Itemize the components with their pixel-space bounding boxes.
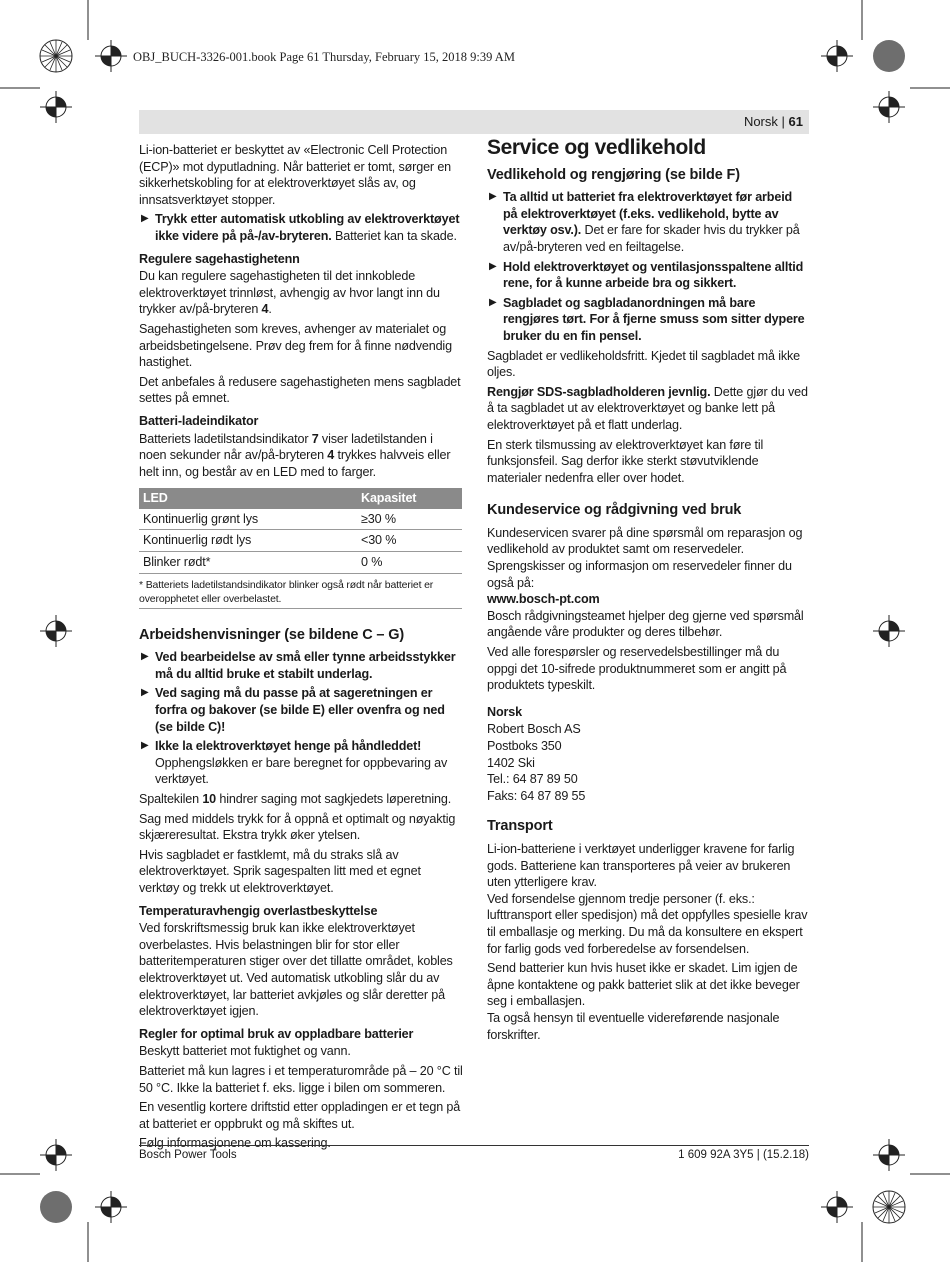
header-language: Norsk: [743, 114, 778, 129]
speed-paragraph: Sagehastigheten som kreves, avhenger av materialet og arbeidsbetingelsene. Prøv deg frem for å finne nødvendig hastighet.: [139, 321, 452, 370]
bullet-item: [139, 211, 463, 244]
table-cell: ≥30 %: [357, 509, 462, 530]
rules-paragraph: En vesentlig kortere driftstid etter oppladingen er et tegn på at batteriet er oppbrukt og må skiftes ut.: [139, 1100, 461, 1131]
speed-paragraph: Det anbefales å redusere sagehastigheten mens sagbladet settes på emnet.: [139, 374, 461, 406]
maintenance-paragraph: Rengjør SDS-sagbladholderen jevnlig. Dette gjør du ved å ta sagbladet ut av elektroverktøyet og banke lett på elektroverktøyet på et flatt underlag.: [487, 384, 808, 432]
right-column: [487, 136, 809, 1046]
triangle-icon: ▶: [141, 651, 149, 663]
triangle-icon: ▶: [141, 213, 149, 225]
table-row: [139, 509, 462, 530]
heading-rules: Regler for optimal bruk av oppladbare batterier: [139, 1026, 414, 1041]
header-bar: [139, 110, 809, 134]
footer-left: Bosch Power Tools: [139, 1149, 237, 1161]
footer-right: 1 609 92A 3Y5 | (15.2.18): [678, 1149, 809, 1161]
triangle-icon: ▶: [141, 740, 149, 752]
address-line: Faks: 64 87 89 55: [487, 788, 586, 803]
heading-work: Arbeidshenvisninger (se bildene C – G): [139, 626, 405, 643]
footer-divider: [139, 1145, 809, 1146]
speed-paragraph: Du kan regulere sagehastigheten til det innkobledе elektroverktøyet trinnløst, avhengig av hvor langt inn du trykker av/på-bryteren 4.: [139, 269, 440, 317]
maintenance-paragraph: Sagbladet er vedlikeholdsfritt. Kjedet til sagbladet må ikke oljes.: [487, 348, 801, 380]
work-paragraph: Sag med middels trykk for å oppnå et optimalt og nøyaktig skjæreresultat. Ekstra trykk øker ytelsen.: [139, 811, 456, 843]
print-header: OBJ_BUCH-3326-001.book Page 61 Thursday, February 15, 2018 9:39 AM: [133, 50, 515, 64]
intro-paragraph: Li-ion-batteriet er beskyttet av «Electronic Cell Protection (ECP)» mot dyputladning. Når batteriet er tomt, sørger en sikkerhetskobling for at elektroverktøyet slås av, og innsatsverktøyet stopper.: [139, 143, 452, 207]
heading-charge: Batteri-ladeindikator: [139, 413, 259, 428]
address-line: 1402 Ski: [487, 755, 535, 770]
address-line: Robert Bosch AS: [487, 722, 581, 737]
table-cell: Kontinuerlig grønt lys: [139, 509, 357, 530]
table-row: [139, 530, 462, 552]
heading-speed: Regulere sagehastighetenn: [139, 251, 300, 266]
rules-paragraph: Følg informasjonene om kassering.: [139, 1136, 331, 1151]
address-line: Tel.: 64 87 89 50: [487, 772, 578, 787]
transport-paragraph: Ta også hensyn til eventuelle videreførende nasjonale forskrifter.: [487, 1010, 780, 1042]
table-footnote: * Batteriets ladetilstandsindikator blinker også rødt når batteriet er overopphetet eller overbelastet.: [139, 578, 462, 609]
temp-paragraph: Ved forskriftsmessig bruk kan ikke elektroverktøyet overbelastes. Hvis belastningen blir for stor eller batteritemperaturen stiger over det tillatte området, kobles elektroverktøyet ut. Ved automatisk utkobling slår du av elektroverktøyet, lar batteriet avkjøles og slår deretter på elektroverktøyet igjen.: [139, 921, 453, 1019]
charge-paragraph: Batteriets ladetilstandsindikator 7 viser ladetilstanden i noen sekunder når av/på-bryteren 4 trykkes halvveis eller helt inn, og består av en LED med to farger.: [139, 431, 451, 479]
bullet-item: ▶ Hold elektroverktøyet og ventilasjonsspaltene alltid rene, for å kunne arbeide bra og sikkert.: [489, 259, 804, 291]
table-cell: <30 %: [357, 530, 462, 552]
bullet-bold: Trykk etter automatisk utkobling av elektroverktøyet ikke videre på på-/av-bryteren.: [155, 212, 460, 243]
transport-paragraph: Send batterier kun hvis huset ikke er skadet. Lim igjen de åpne kontaktene og pakk batteriet slik at det ikke beveger seg i emballasjen.: [487, 961, 800, 1009]
table-cell: Kontinuerlig rødt lys: [139, 530, 357, 552]
led-table: [139, 488, 462, 573]
heading-maintenance: Vedlikehold og rengjøring (se bilde F): [487, 166, 740, 183]
page-number: 61: [788, 114, 803, 129]
table-header: LED: [139, 488, 357, 509]
work-paragraph: Spaltekilen 10 hindrer saging mot sagkjedets løperetning.: [139, 792, 452, 806]
rules-paragraph: Beskytt batteriet mot fuktighet og vann.: [139, 1044, 351, 1059]
triangle-icon: ▶: [141, 687, 149, 699]
bullet-item: ▶ Ved saging må du passe på at sageretningen er forfra og bakover (se bilde E) eller ovenfra og ned (se bilde C)!: [141, 686, 445, 734]
table-cell: 0 %: [357, 552, 462, 574]
customer-paragraph: Kundeservicen svarer på dine spørsmål om reparasjon og vedlikehold av produktet samt om reservedeler. Sprengskisser og informasjon om reservedeler finner du også på:: [487, 525, 803, 590]
transport-paragraph: Ved forsendelse gjennom tredje personer (f. eks.: lufttransport eller spedisjon) må det oppfylles spesielle krav til emballasje og merking. Du må da konsultere en ekspert for farlig gods ved forberedelse av forsendelsen.: [487, 891, 808, 956]
heading-transport: Transport: [487, 818, 553, 835]
bullet-item: ▶ Ved bearbeidelse av små eller tynne arbeidsstykker må du alltid bruke et stabilt underlag.: [141, 650, 456, 681]
left-column: [139, 142, 463, 1155]
rules-paragraph: Batteriet må kun lagres i et temperaturområde på – 20 °C til 50 °C. Ikke la batteriet f. eks. ligge i bilen om sommeren.: [139, 1063, 463, 1095]
heading-norsk: Norsk: [487, 704, 522, 719]
maintenance-paragraph: En sterk tilsmussing av elektroverktøyet kan føre til funksjonsfeil. Sag derfor ikke sterkt støvutviklende materialer nedenfra eller over hodet.: [487, 437, 764, 485]
bullet-item: ▶ Ta alltid ut batteriet fra elektroverktøyet før arbeid på elektroverktøyet (f.eks. vedlikehold, bytte av verktøy osv.). Det er fare for skader hvis du trykker på av/på-bryteren ved en feiltagelse.: [489, 190, 800, 254]
transport-paragraph: Li-ion-batteriene i verktøyet underligger kravene for farlig gods. Batteriene kan transporteres på veier av brukeren uten ytterligere krav.: [487, 841, 795, 890]
triangle-icon: ▶: [489, 191, 497, 203]
heading-service: Service og vedlikehold: [487, 136, 706, 159]
heading-customer-service: Kundeservice og rådgivning ved bruk: [487, 502, 742, 519]
page-header: [744, 114, 803, 129]
triangle-icon: ▶: [489, 260, 497, 272]
customer-paragraph: Ved alle forespørsler og reservedelsbestillinger må du oppgi det 10-sifrede produktnummeret som er angitt på produktets typeskilt.: [487, 645, 787, 693]
work-paragraph: Hvis sagbladet er fastklemt, må du straks slå av elektroverktøyet. Sprik sagespalten litt med et egnet verktøy og trekk ut elektroverktøyet.: [139, 847, 421, 895]
triangle-icon: ▶: [489, 296, 497, 308]
website-link[interactable]: www.bosch-pt.com: [487, 592, 600, 607]
customer-paragraph: Bosch rådgivningsteamet hjelper deg gjerne ved spørsmål angående våre produkter og deres tilbehør.: [487, 608, 804, 640]
bullet-text: Batteriet kan ta skade.: [331, 228, 457, 243]
table-header: Kapasitet: [357, 488, 462, 509]
header-separator: |: [781, 114, 785, 129]
bullet-item: ▶ Sagbladet og sagbladanordningen må bare rengjøres tørt. For å fjerne smuss som sitter dypere bruker du en fin pensel.: [489, 295, 805, 343]
table-cell: Blinker rødt*: [139, 552, 357, 574]
heading-temp: Temperaturavhengig overlastbeskyttelse: [139, 903, 378, 918]
address-line: Postboks 350: [487, 739, 562, 753]
table-row: [139, 552, 462, 574]
bullet-item: ▶ Ikke la elektroverktøyet henge på håndleddet! Opphengsløkken er bare beregnet for oppbevaring av verktøyet.: [141, 739, 448, 787]
